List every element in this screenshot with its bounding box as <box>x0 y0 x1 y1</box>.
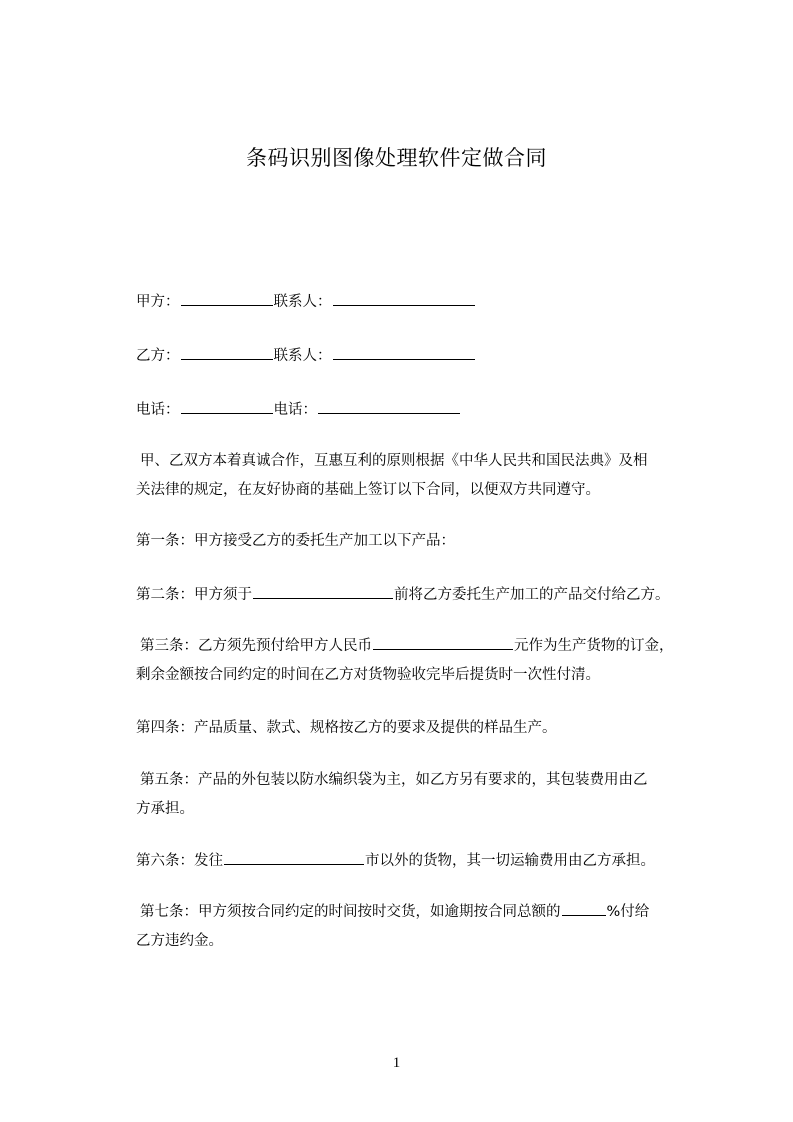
article-5 <box>136 766 710 824</box>
delivery-date-field[interactable] <box>253 584 393 599</box>
article-7 <box>136 898 710 956</box>
preamble-paragraph <box>136 447 710 505</box>
party-a-line <box>136 291 476 312</box>
article-4: 第四条：产品质量、款式、规格按乙方的要求及提供的样品生产。 <box>136 720 557 736</box>
article-7-before: 第七条：甲方须按合同约定的时间按时交货，如逾期按合同总额的 <box>140 904 561 920</box>
deposit-amount-field[interactable] <box>373 635 513 650</box>
phone-b-label: 电话： <box>273 402 317 418</box>
article-6 <box>136 850 655 871</box>
destination-city-field[interactable] <box>224 850 364 865</box>
article-7-line-2: 乙方违约金。 <box>136 933 223 949</box>
party-b-contact-label: 联系人： <box>273 348 332 364</box>
phone-line <box>136 399 461 420</box>
article-3-line-2: 剩余金额按合同约定的时间在乙方对货物验收完毕后提货时一次性付清。 <box>136 667 600 683</box>
article-6-before: 第六条：发往 <box>136 853 223 869</box>
phone-a-label: 电话： <box>136 402 180 418</box>
party-a-label: 甲方： <box>136 294 180 310</box>
article-5-line-1: 第五条：产品的外包装以防水编织袋为主，如乙方另有要求的，其包装费用由乙 <box>140 772 648 788</box>
article-6-after: 市以外的货物，其一切运输费用由乙方承担。 <box>365 853 655 869</box>
penalty-percent-field[interactable] <box>562 901 606 916</box>
article-5-line-2: 方承担。 <box>136 801 194 817</box>
article-2-after: 前将乙方委托生产加工的产品交付给乙方。 <box>394 587 670 603</box>
preamble-line-1: 甲、乙双方本着真诚合作，互惠互利的原则根据《中华人民共和国民法典》及相 <box>140 453 648 469</box>
party-a-contact-field[interactable] <box>333 291 475 306</box>
party-b-line <box>136 345 476 366</box>
party-b-name-field[interactable] <box>181 345 273 360</box>
preamble-line-2: 关法律的规定，在友好协商的基础上签订以下合同，以便双方共同遵守。 <box>136 482 600 498</box>
phone-b-field[interactable] <box>318 399 460 414</box>
party-a-contact-label: 联系人： <box>273 294 332 310</box>
document-title: 条码识别图像处理软件定做合同 <box>246 146 547 170</box>
article-3-before: 第三条：乙方须先预付给甲方人民币 <box>140 638 372 654</box>
article-3 <box>136 632 710 690</box>
article-3-after: 元作为生产货物的订金， <box>514 638 674 654</box>
phone-a-field[interactable] <box>181 399 273 414</box>
article-3-line-1 <box>136 632 710 661</box>
article-7-after: %付给 <box>606 904 650 920</box>
article-2-before: 第二条：甲方须于 <box>136 587 252 603</box>
page-number: 1 <box>392 1055 401 1071</box>
party-b-label: 乙方： <box>136 348 180 364</box>
article-7-line-1 <box>136 898 710 927</box>
party-a-name-field[interactable] <box>181 291 273 306</box>
article-2 <box>136 584 670 605</box>
party-b-contact-field[interactable] <box>333 345 475 360</box>
article-1: 第一条：甲方接受乙方的委托生产加工以下产品： <box>136 533 455 549</box>
